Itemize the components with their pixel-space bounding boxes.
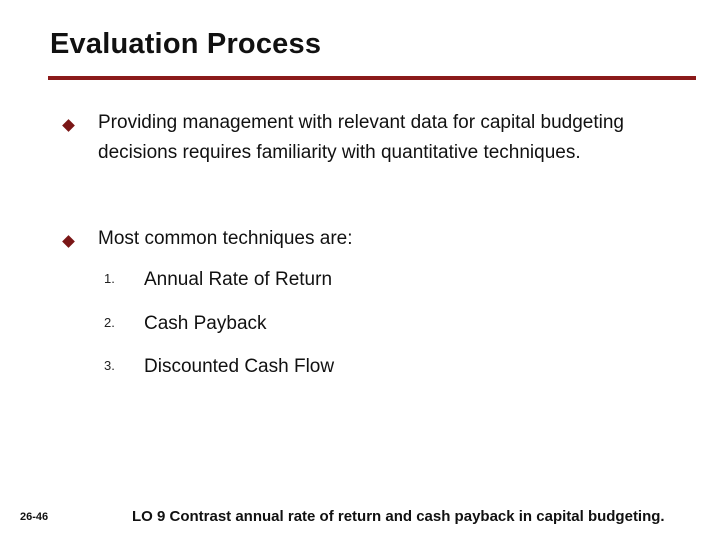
list-number: 2.: [104, 315, 115, 330]
diamond-bullet-icon: [62, 235, 75, 248]
bullet-text: Most common techniques are:: [98, 228, 353, 249]
list-item: [104, 310, 504, 338]
list-number: 1.: [104, 271, 115, 286]
list-item: [104, 266, 504, 294]
diamond-bullet-icon: [62, 119, 75, 132]
slide-title: Evaluation Process: [50, 28, 322, 60]
list-label: Discounted Cash Flow: [144, 356, 335, 377]
learning-objective-footer: LO 9 Contrast annual rate of return and cash payback in capital budgeting.: [132, 508, 665, 525]
list-number: 3.: [104, 358, 115, 373]
list-label: Cash Payback: [144, 313, 267, 334]
list-label: Annual Rate of Return: [144, 269, 333, 290]
title-divider: [48, 76, 696, 80]
list-item: [104, 353, 504, 381]
slide-number: 26-46: [20, 511, 49, 523]
bullet-text: Providing management with relevant data for capital budgeting decisions requires familiarity with quantitative techniques.: [98, 112, 624, 163]
